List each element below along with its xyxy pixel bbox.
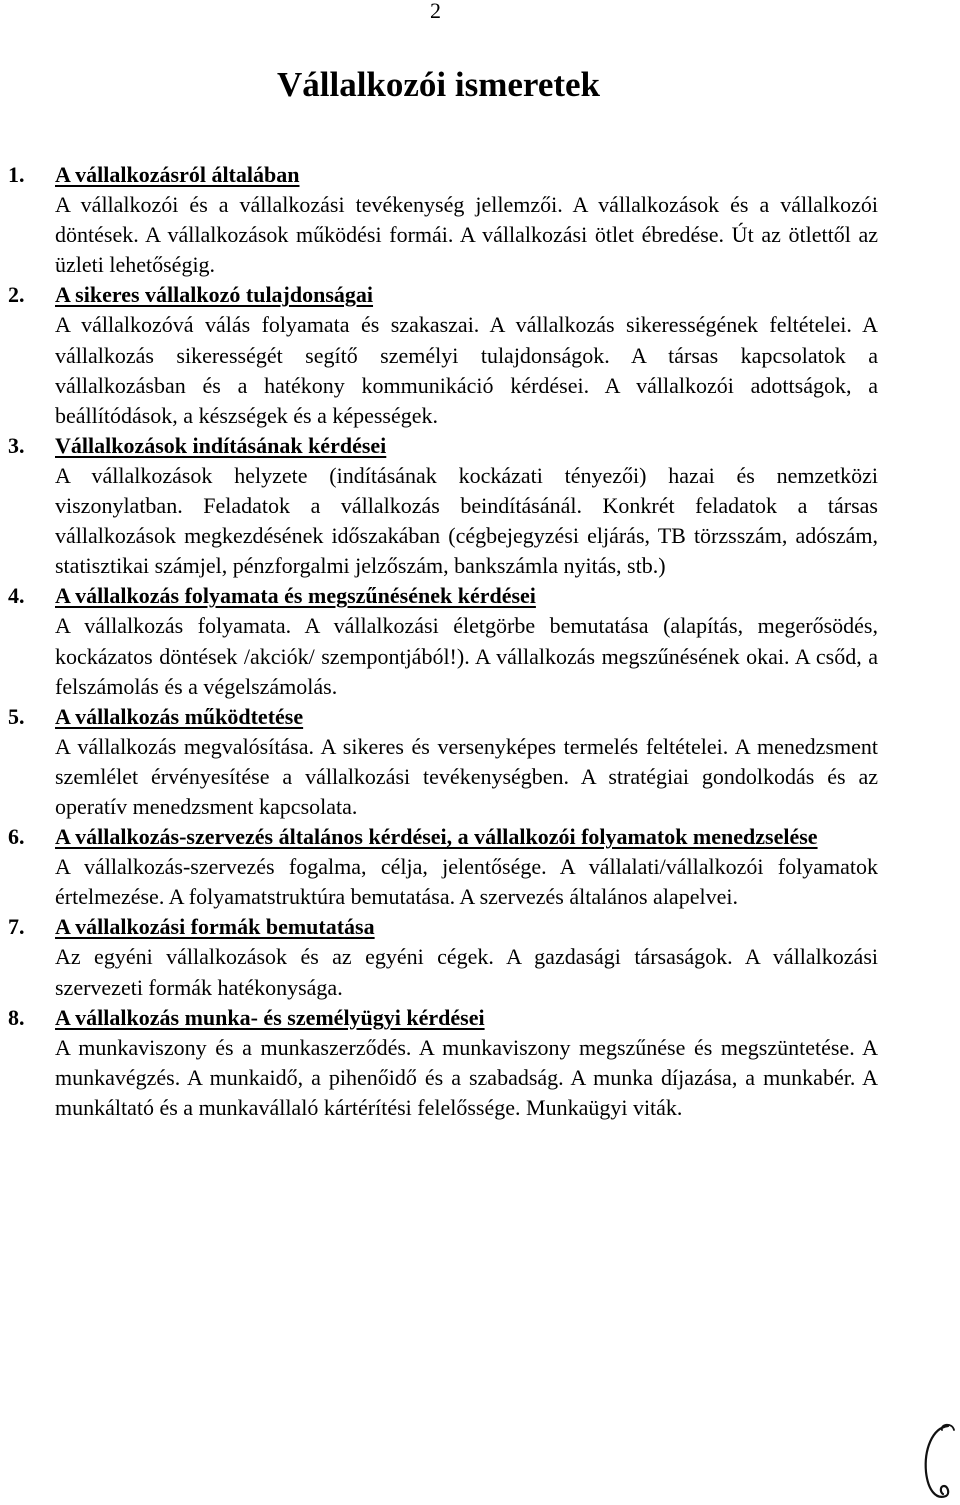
section-number: 5. [8, 703, 25, 729]
section-number: 4. [8, 583, 25, 609]
section-list [8, 160, 878, 1123]
section-body: A munkaviszony és a munkaszerződés. A munkaviszony megszűnése és megszüntetése. A munkavégzés. A munkaidő, a pihenőidő és a szabadság. A munka díjazása, a munkabér. A munkáltató és a munkavállaló kártérítési felelőssége. Munkaügyi viták. [55, 1034, 878, 1120]
page-number: 2 [430, 0, 441, 23]
section-title: A vállalkozásról általában [55, 162, 300, 187]
document-title: Vállalkozói ismeretek [276, 65, 601, 104]
section-content [55, 702, 878, 822]
section-number: 6. [8, 824, 25, 850]
section-1 [8, 160, 878, 280]
section-content [55, 912, 878, 1002]
section-body: A vállalkozóvá válás folyamata és szakaszai. A vállalkozás sikerességének feltételei. A vállalkozás sikerességét segítő személyi tulajdonságok. A társas kapcsolatok a vállalkozásban és a hatékony kommunikáció kérdései. A vállalkozói adottságok, a beállítódások, a készségek és a képességek. [55, 312, 878, 428]
section-content [55, 822, 878, 912]
section-title: A vállalkozás munka- és személyügyi kérdései [55, 1004, 485, 1030]
handwritten-initial-mark [918, 1420, 960, 1505]
section-8 [8, 1003, 878, 1123]
section-3 [8, 431, 878, 581]
section-body: Az egyéni vállalkozások és az egyéni cégek. A gazdasági társaságok. A vállalkozási szervezeti formák hatékonysága. [55, 944, 878, 1000]
section-number: 7. [8, 914, 25, 940]
section-4 [8, 581, 878, 701]
section-body: A vállalkozás folyamata. A vállalkozási életgörbe bemutatása (alapítás, megerősödés, kockázatos döntések /akciók/ szempontjából!). A vállalkozás megszűnésének okai. A csőd, a felszámolás és a végelszámolás. [55, 613, 878, 699]
section-title: A vállalkozási formák bemutatása [55, 914, 375, 940]
section-body: A vállalkozás-szervezés fogalma, célja, jelentősége. A vállalati/vállalkozói folyamatok értelmezése. A folyamatstruktúra bemutatása. A szervezés általános alapelvei. [55, 854, 878, 910]
section-2 [8, 280, 878, 430]
section-title: A sikeres vállalkozó tulajdonságai [55, 282, 374, 308]
section-title: A vállalkozás folyamata és megszűnésének kérdései [55, 583, 536, 609]
section-5 [8, 702, 878, 822]
section-content [55, 431, 878, 581]
section-body: A vállalkozói és a vállalkozási tevékenység jellemzői. A vállalkozások és a vállalkozói döntések. A vállalkozások működési formái. A vállalkozási ötlet ébredése. Út az ötlettől az üzleti lehetőségig. [55, 192, 878, 278]
section-title: Vállalkozások indításának kérdései [55, 432, 387, 458]
section-body: A vállalkozások helyzete (indításának kockázati tényezői) hazai és nemzetközi viszonylatban. Feladatok a vállalkozás beindításánál. Konkrét feladatok a társas vállalkozások megkezdésének időszakában (cégbejegyzési eljárás, TB törzsszám, adószám, statisztikai számjel, pénzforgalmi jelzőszám, bankszámla nyitás, stb.) [55, 462, 878, 579]
section-7 [8, 912, 878, 1002]
section-body: A vállalkozás megvalósítása. A sikeres és versenyképes termelés feltételei. A menedzsment szemlélet érvényesítése a vállalkozási tevékenységben. A stratégiai gondolkodás és az operatív menedzsment kapcsolata. [55, 733, 878, 819]
section-title: A vállalkozás működtetése [55, 703, 304, 729]
section-number: 8. [8, 1004, 25, 1030]
section-content [55, 1003, 878, 1123]
section-content [55, 280, 878, 430]
section-number: 2. [8, 282, 25, 308]
section-6 [8, 822, 878, 912]
section-number: 1. [8, 162, 25, 187]
section-number: 3. [8, 432, 25, 458]
section-title: A vállalkozás-szervezés általános kérdései, a vállalkozói folyamatok menedzselése [55, 824, 818, 850]
section-content [55, 581, 878, 701]
section-content [55, 160, 878, 280]
